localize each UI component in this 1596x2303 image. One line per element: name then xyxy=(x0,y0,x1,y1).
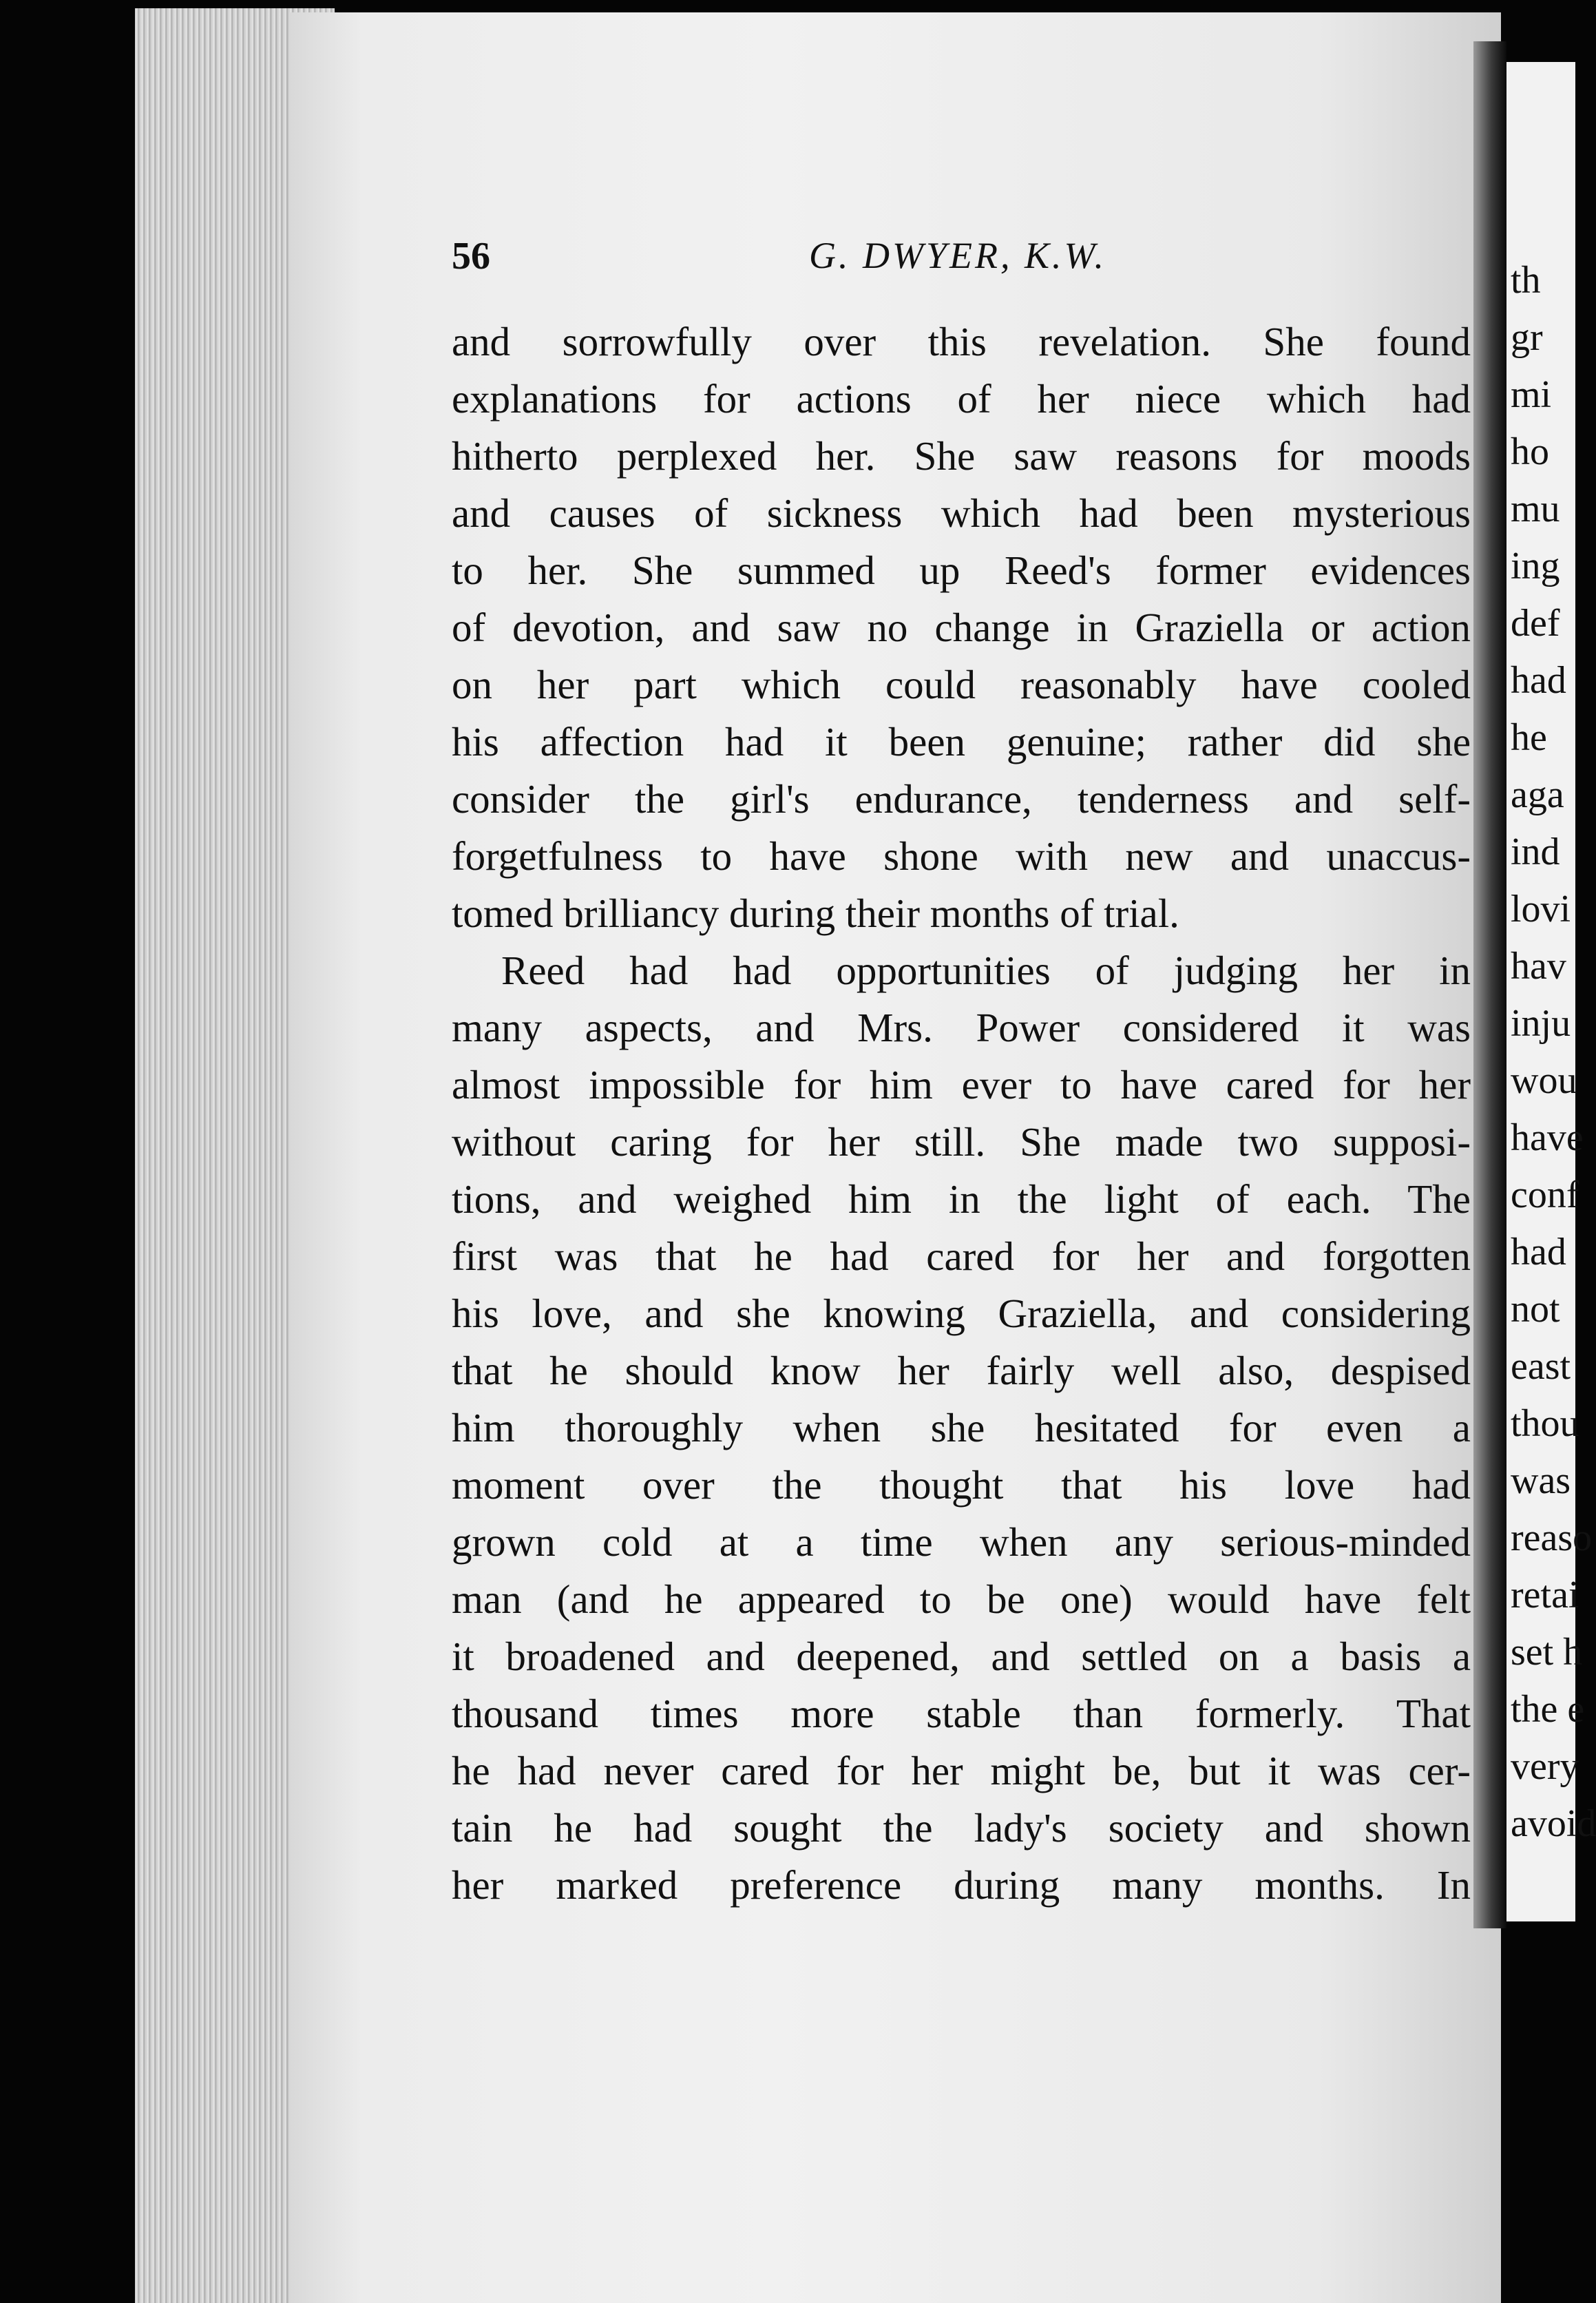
facing-page-text-fragment: ho xyxy=(1511,430,1549,473)
text-line: his affection had it been genuine; rather did she xyxy=(452,719,1471,764)
text-line: it broadened and deepened, and settled on a basis a xyxy=(452,1634,1471,1679)
text-line: explanations for actions of her niece which had xyxy=(452,376,1471,421)
facing-page-text-fragment: def xyxy=(1511,602,1560,645)
facing-page-text-fragment: th xyxy=(1511,259,1541,302)
facing-page-text-fragment: avoid xyxy=(1511,1802,1596,1845)
book-gutter-shadow xyxy=(1473,41,1506,1928)
facing-page-text-fragment: was xyxy=(1511,1459,1571,1502)
facing-page-text-fragment: he xyxy=(1511,716,1547,759)
text-line: him thoroughly when she hesitated for even a xyxy=(452,1405,1471,1450)
page-number: 56 xyxy=(452,235,490,278)
text-line: first was that he had cared for her and forgotten xyxy=(452,1233,1471,1279)
facing-page-text-fragment: reaso xyxy=(1511,1517,1593,1559)
facing-page-text-fragment: mi xyxy=(1511,373,1552,416)
text-line: many aspects, and Mrs. Power considered it was xyxy=(452,1005,1471,1050)
text-line: hitherto perplexed her. She saw reasons for moods xyxy=(452,433,1471,479)
facing-page-text-fragment: ind xyxy=(1511,831,1560,873)
facing-page-text-fragment: have xyxy=(1511,1116,1584,1159)
facing-page-text-fragment: thou xyxy=(1511,1402,1579,1445)
text-line: almost impossible for him ever to have cared for her xyxy=(452,1062,1471,1107)
body-text xyxy=(452,313,1471,1914)
text-line: tions, and weighed him in the light of each. The xyxy=(452,1176,1471,1222)
text-line: that he should know her fairly well also, despised xyxy=(452,1348,1471,1393)
text-line: and sorrowfully over this revelation. She found xyxy=(452,319,1471,364)
facing-page-text-fragment: not xyxy=(1511,1288,1560,1331)
facing-page-text-fragment: conf xyxy=(1511,1174,1579,1216)
text-line: tain he had sought the lady's society and shown xyxy=(452,1805,1471,1851)
facing-page-text-fragment: east xyxy=(1511,1345,1571,1388)
text-line: without caring for her still. She made two supposi- xyxy=(452,1119,1471,1165)
text-line: consider the girl's endurance, tenderness and self- xyxy=(452,776,1471,822)
facing-page-text-fragment: hav xyxy=(1511,945,1566,988)
facing-page-text-fragment: lovi xyxy=(1511,888,1571,930)
facing-page-text-fragment: had xyxy=(1511,1231,1566,1273)
text-line: moment over the thought that his love had xyxy=(452,1462,1471,1508)
facing-page-text-fragment: gr xyxy=(1511,316,1543,359)
text-line: his love, and she knowing Graziella, and considering xyxy=(452,1291,1471,1336)
page-header xyxy=(452,234,1464,289)
facing-page-text-fragment: set h xyxy=(1511,1631,1583,1674)
facing-page-fragment xyxy=(1506,62,1596,1921)
running-head: G. DWYER, K.W. xyxy=(808,235,1107,276)
text-line: to her. She summed up Reed's former evidences xyxy=(452,548,1471,593)
facing-page-text-fragment: aga xyxy=(1511,773,1564,816)
facing-page-text-fragment: inju xyxy=(1511,1002,1571,1045)
text-line: grown cold at a time when any serious-minded xyxy=(452,1519,1471,1565)
text-line: and causes of sickness which had been mysterious xyxy=(452,490,1471,536)
text-line: he had never cared for her might be, but it was cer- xyxy=(452,1748,1471,1793)
text-line: Reed had had opportunities of judging her in xyxy=(501,948,1471,993)
facing-page-text-fragment: the e xyxy=(1511,1688,1585,1731)
text-line: of devotion, and saw no change in Graziella or action xyxy=(452,605,1471,650)
facing-page-text-fragment: wou xyxy=(1511,1059,1577,1102)
text-line: forgetfulness to have shone with new and unaccus- xyxy=(452,833,1471,879)
text-line: man (and he appeared to be one) would have felt xyxy=(452,1576,1471,1622)
facing-page-text-fragment: ing xyxy=(1511,545,1560,587)
facing-page-text-fragment: had xyxy=(1511,659,1566,702)
text-line: on her part which could reasonably have cooled xyxy=(452,662,1471,707)
text-line: tomed brilliancy during their months of trial. xyxy=(452,890,1179,936)
text-line: her marked preference during many months. In xyxy=(452,1862,1471,1908)
facing-page-text-fragment: very xyxy=(1511,1745,1579,1788)
facing-page-text-fragment: mu xyxy=(1511,488,1560,530)
facing-page-text-fragment: retai xyxy=(1511,1574,1579,1616)
text-line: thousand times more stable than formerly. That xyxy=(452,1691,1471,1736)
